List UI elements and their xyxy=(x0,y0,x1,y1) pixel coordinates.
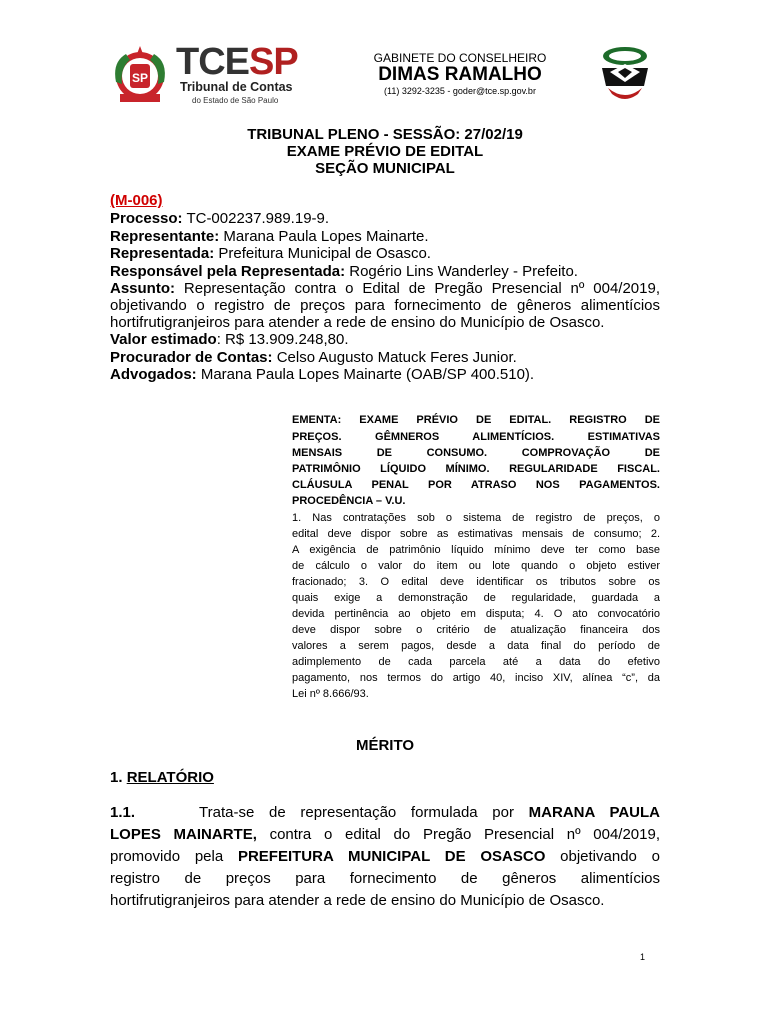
seal-text: SP xyxy=(131,71,149,85)
representada-line xyxy=(110,245,660,262)
page-number: 1 xyxy=(640,952,646,962)
ementa-text-line: pagamento, nos termos do artigo 40, inciso XIV, alínea “c”, da xyxy=(292,672,660,684)
assunto-label: Assunto: xyxy=(110,280,175,297)
office-label: GABINETE DO CONSELHEIRO xyxy=(373,51,547,65)
ementa-line: PATRIMÔNIO LÍQUIDO MÍNIMO. REGULARIDADE FISCAL. xyxy=(292,463,660,475)
ementa-text-line: deve dispor sobre o critério de atualização financeira dos xyxy=(292,624,660,636)
case-code: (M-006) xyxy=(110,192,163,209)
sp-text: SP xyxy=(249,41,298,83)
paragraph-number: 1.1. xyxy=(110,804,136,821)
assunto-line-1 xyxy=(110,280,660,297)
paragraph-text: promovido pela xyxy=(110,848,238,865)
responsavel-line xyxy=(110,263,660,280)
logo-subtitle: Tribunal de Contas xyxy=(180,80,293,94)
tcesp-wordmark xyxy=(176,42,298,82)
paragraph-bold: MARANA PAULA xyxy=(528,804,660,821)
ementa-line: EMENTA: EXAME PRÉVIO DE EDITAL. REGISTRO DE xyxy=(292,414,660,426)
ementa-text-line: quais exige a demonstração de regularidade, guardada a xyxy=(292,592,660,604)
ementa-line: PROCEDÊNCIA – V.U. xyxy=(292,495,406,507)
paragraph-text: Trata-se de representação formulada por xyxy=(199,804,529,821)
ementa-line: PREÇOS. GÊMNEROS ALIMENTÍCIOS. ESTIMATIVAS xyxy=(292,431,660,443)
responsavel-value: Rogério Lins Wanderley - Prefeito. xyxy=(345,263,578,280)
valor-line xyxy=(110,331,660,348)
procurador-label: Procurador de Contas: xyxy=(110,349,273,366)
procurador-value: Celso Augusto Matuck Feres Junior. xyxy=(272,349,517,366)
paragraph-line-3 xyxy=(110,848,660,865)
valor-label: Valor estimado xyxy=(110,331,217,348)
paragraph-line-4: registro de preços para fornecimento de gêneros alimentícios xyxy=(110,870,660,887)
paragraph-line-2 xyxy=(110,826,660,843)
emblem-icon xyxy=(592,42,658,104)
paragraph-line-5: hortifrutigranjeiros para atender a rede de ensino do Município de Osasco. xyxy=(110,892,605,909)
paragraph-text: objetivando o xyxy=(545,848,661,865)
advogados-label: Advogados: xyxy=(110,366,197,383)
processo-line xyxy=(110,210,660,227)
relatorio-number: 1. xyxy=(110,769,127,786)
session-title: TRIBUNAL PLENO - SESSÃO: 27/02/19 xyxy=(247,126,523,143)
representada-label: Representada: xyxy=(110,245,215,262)
ementa-line: MENSAIS DE CONSUMO. COMPROVAÇÃO DE xyxy=(292,447,660,459)
paragraph-line-1 xyxy=(110,804,660,821)
merito-heading: MÉRITO xyxy=(355,737,415,754)
ementa-text-line: de cálculo o valor do item ou lote quando o objeto estiver xyxy=(292,560,660,572)
contact-info: (11) 3292-3235 - goder@tce.sp.gov.br xyxy=(384,86,536,96)
counselor-name: DIMAS RAMALHO xyxy=(378,64,542,85)
paragraph-bold: LOPES MAINARTE, xyxy=(110,826,257,843)
relatorio-label: RELATÓRIO xyxy=(126,769,214,786)
ementa-text-line: A exigência de patrimônio líquido mínimo deve ter como base xyxy=(292,544,660,556)
tce-text: TCE xyxy=(176,41,249,83)
paragraph-bold: PREFEITURA MUNICIPAL DE OSASCO xyxy=(237,848,546,865)
representada-value: Prefeitura Municipal de Osasco. xyxy=(214,245,431,262)
representante-label: Representante: xyxy=(110,228,220,245)
ementa-text-line: devida pertinência ao objeto em disputa; 4. O ato convocatório xyxy=(292,608,660,620)
section-title: SEÇÃO MUNICIPAL xyxy=(315,160,455,177)
assunto-value-1: Representação contra o Edital de Pregão Presencial nº 004/2019, xyxy=(175,280,660,297)
logo-subtitle-2: do Estado de São Paulo xyxy=(192,96,279,105)
sao-paulo-seal-icon xyxy=(110,42,174,106)
tcesp-logo xyxy=(110,42,320,108)
advogados-value: Marana Paula Lopes Mainarte (OAB/SP 400.510). xyxy=(196,366,535,383)
ementa-text-line: 1. Nas contratações sob o sistema de registro de preços, o xyxy=(292,512,660,524)
ementa-text-line: adimplemento de cada parcela até a data do efetivo xyxy=(292,656,660,668)
ementa-text-line: Lei nº 8.666/93. xyxy=(292,688,369,700)
assunto-line-3: hortifrutigranjeiros para atender a rede de ensino do Município de Osasco. xyxy=(110,314,605,331)
representante-value: Marana Paula Lopes Mainarte. xyxy=(219,228,429,245)
assunto-line-2: objetivando o registro de preços para fornecimento de gêneros alimentícios xyxy=(110,297,660,314)
procurador-line xyxy=(110,349,660,366)
relatorio-heading xyxy=(110,769,214,786)
ementa-text-line: fracionado; 3. O edital deve identificar os tributos sobre os xyxy=(292,576,660,588)
paragraph-text: contra o edital do Pregão Presencial nº 004/2019, xyxy=(256,826,660,843)
ementa-text-line: valores a serem pagos, desde a data final do período de xyxy=(292,640,660,652)
advogados-line xyxy=(110,366,660,383)
exam-title: EXAME PRÉVIO DE EDITAL xyxy=(286,143,484,160)
ementa-text-line: edital deve dispor sobre as estimativas mensais de consumo; 2. xyxy=(292,528,660,540)
processo-label: Processo: xyxy=(110,210,183,227)
valor-value: : R$ 13.909.248,80. xyxy=(216,331,349,348)
responsavel-label: Responsável pela Representada: xyxy=(110,263,346,280)
ementa-line: CLÁUSULA PENAL POR ATRASO NOS PAGAMENTOS. xyxy=(292,479,660,491)
representante-line xyxy=(110,228,660,245)
processo-value: TC-002237.989.19-9. xyxy=(182,210,330,227)
